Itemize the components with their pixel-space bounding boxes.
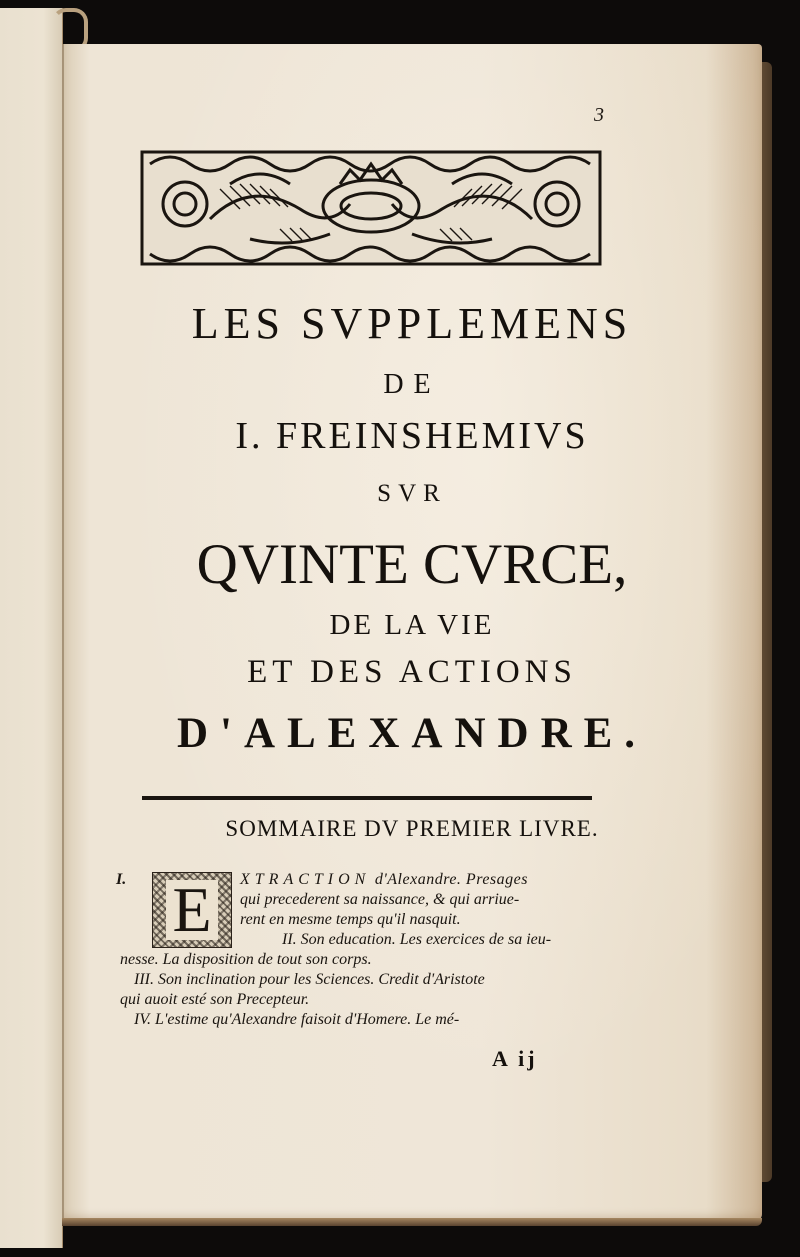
title-line-6: DE LA VIE bbox=[329, 609, 495, 641]
title-line-4: SVR bbox=[377, 480, 447, 507]
horizontal-rule bbox=[142, 796, 592, 800]
facing-left-page bbox=[0, 8, 63, 1248]
summary-line: qui auoit esté son Precepteur. bbox=[120, 991, 310, 1008]
summary-line: II. Son education. Les exercices de sa ieu- bbox=[282, 931, 552, 948]
page-bottom-edge bbox=[62, 1218, 762, 1226]
summary-line: qui precederent sa naissance, & qui arriue- bbox=[240, 891, 520, 908]
item-numeral-i: I. bbox=[116, 871, 127, 888]
lead-rest: d'Alexandre. Presages bbox=[370, 871, 528, 888]
summary-line: rent en mesme temps qu'il nasquit. bbox=[240, 911, 461, 928]
drop-cap-letter: E bbox=[166, 880, 217, 940]
title-line-5-quinte-curce: QVINTE CVRCE, bbox=[196, 533, 628, 596]
title-line-8-alexandre: D'ALEXANDRE. bbox=[176, 710, 648, 757]
title-line-3-author: I. FREINSHEMIVS bbox=[235, 415, 589, 457]
title-line-2: DE bbox=[383, 369, 441, 400]
page-number: 3 bbox=[594, 104, 604, 126]
title-line-1: LES SVPPLEMENS bbox=[191, 299, 633, 348]
summary-line: nesse. La disposition de tout son corps. bbox=[120, 951, 372, 968]
woodcut-headpiece-ornament-icon bbox=[140, 144, 602, 270]
title-line-7: ET DES ACTIONS bbox=[247, 654, 577, 690]
section-heading: SOMMAIRE DV PREMIER LIVRE. bbox=[225, 816, 599, 841]
lead-caps: XTRACTION bbox=[240, 871, 371, 888]
historiated-drop-cap-icon bbox=[152, 872, 232, 948]
summary-line: III. Son inclination pour les Sciences. Credit d'Aristote bbox=[134, 971, 485, 988]
summary-line: IV. L'estime qu'Alexandre faisoit d'Homere. Le mé- bbox=[134, 1011, 460, 1028]
book-page bbox=[62, 44, 762, 1222]
summary-line bbox=[240, 870, 528, 890]
signature-mark: A ij bbox=[492, 1046, 538, 1071]
